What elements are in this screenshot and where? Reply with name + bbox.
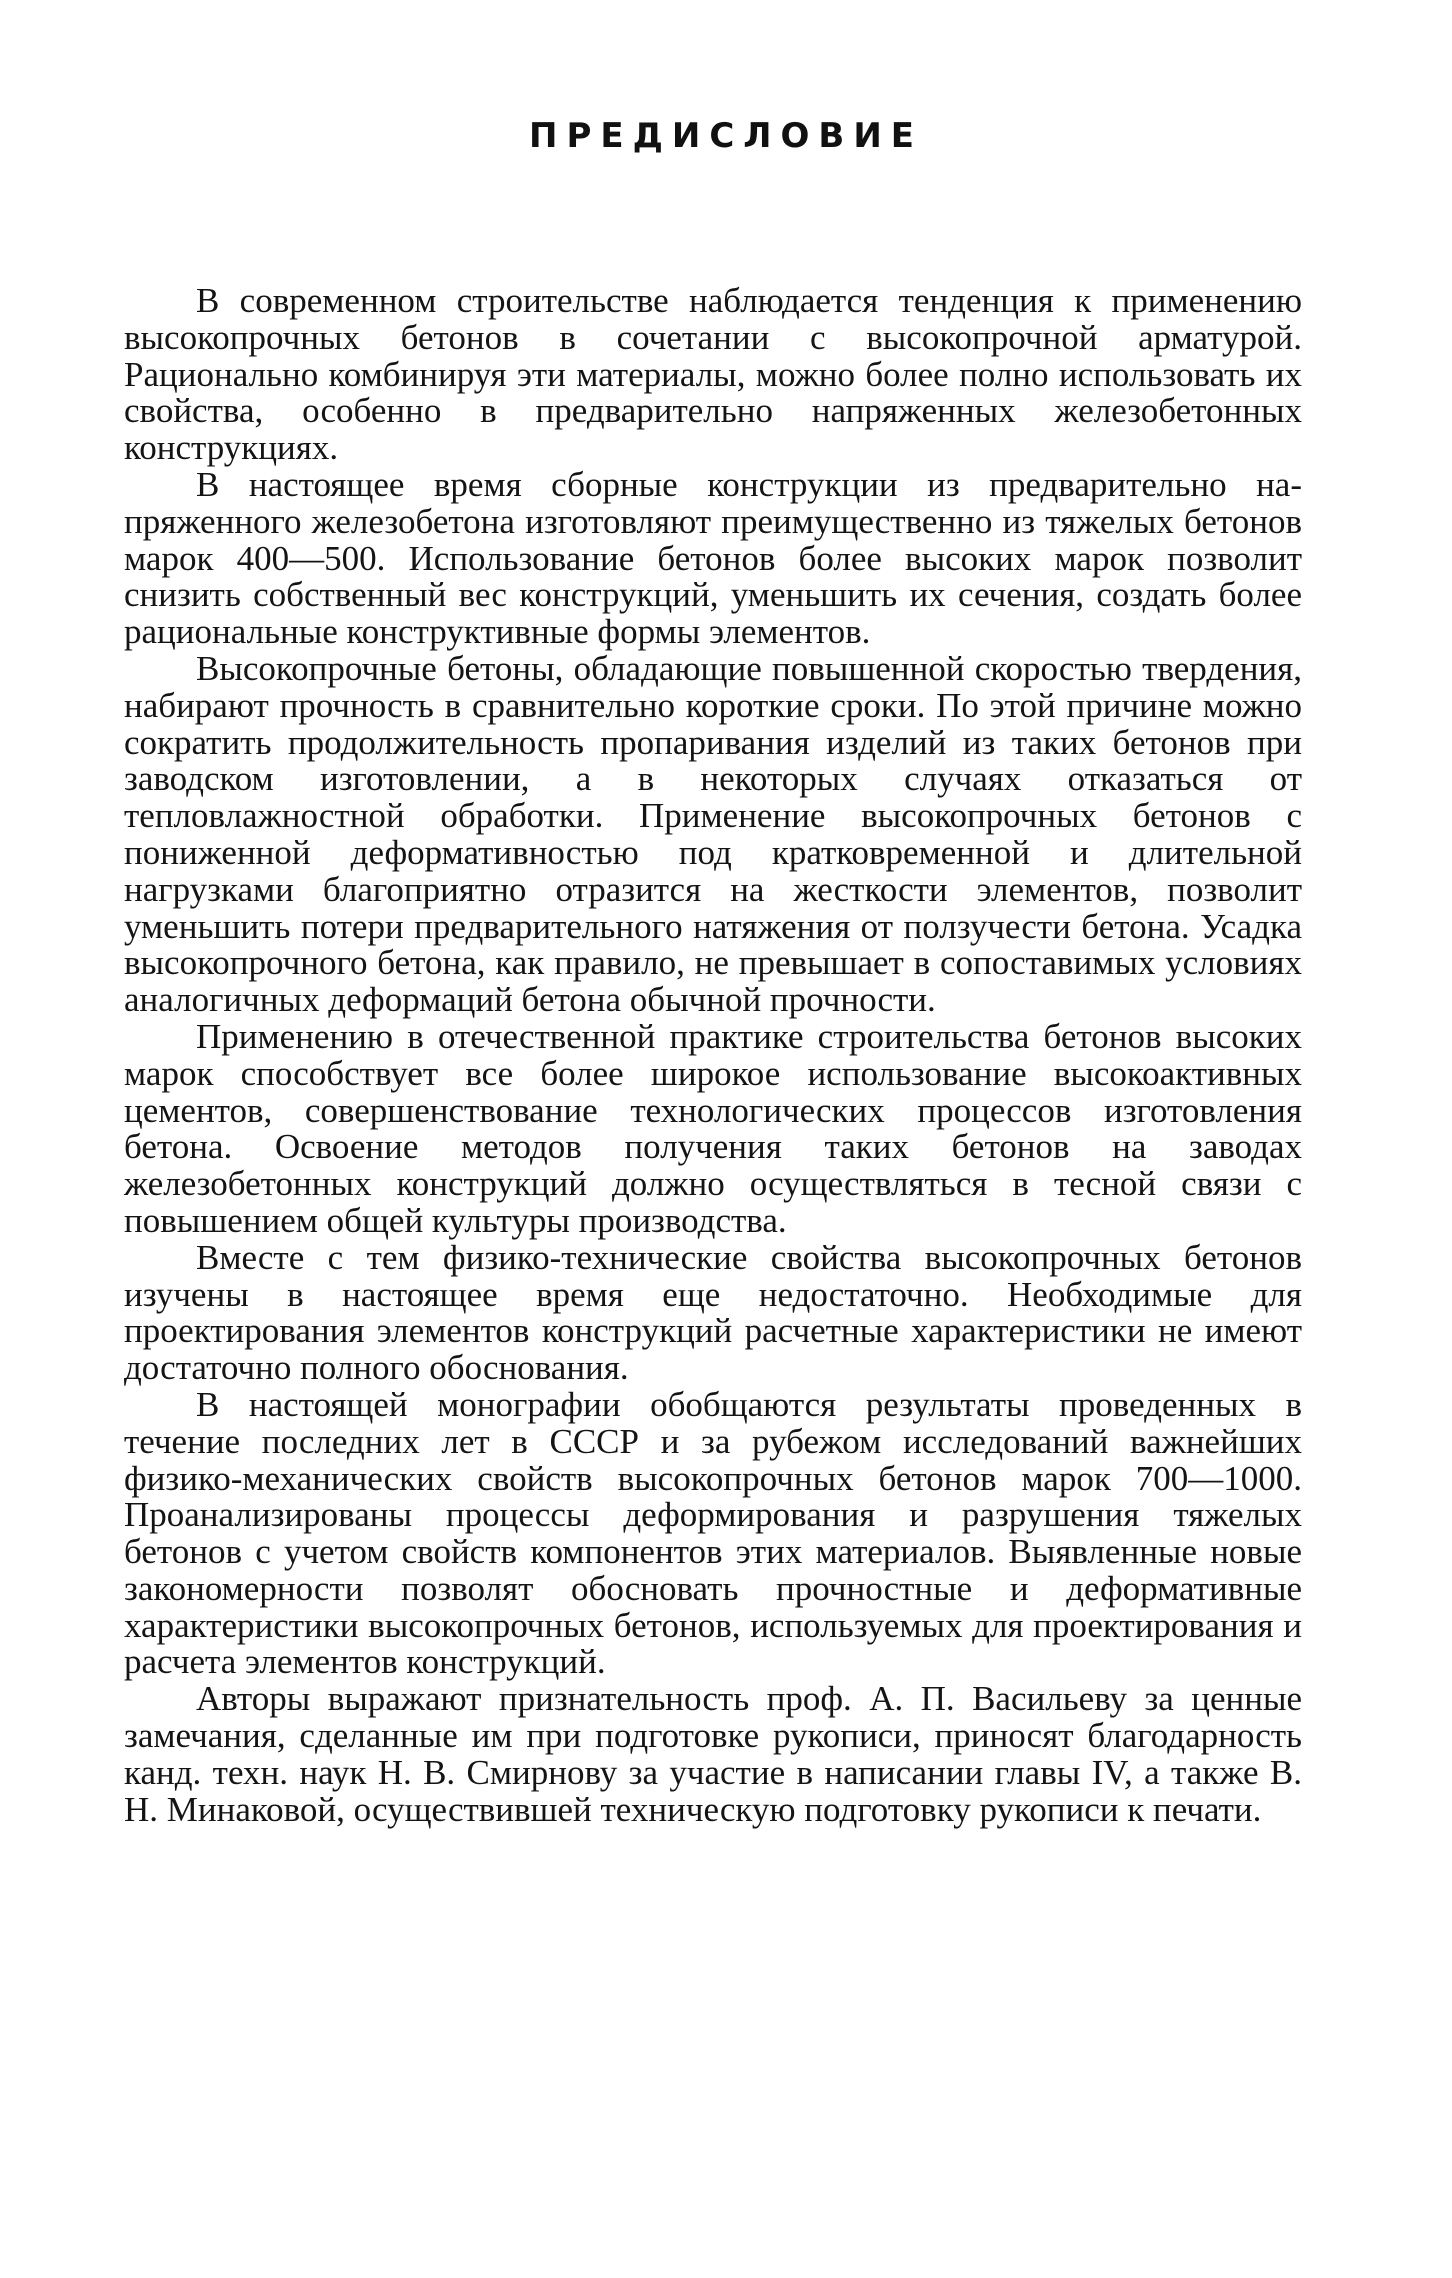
page-title: ПРЕДИСЛОВИЕ bbox=[528, 116, 924, 156]
paragraph: Высокопрочные бетоны, обладающие повышенной скоростью твердения, набирают прочность в сравнительно короткие сроки. По этой причине можно сократить продолжительность пропаривания изделий из таких бетонов при заводском изготовлении, а в некоторых случаях отказаться от тепловлажностной обработки. Применение высокопрочных бетонов с пониженной деформативностью под кратковременной и длительной нагрузками благоприятно отразится на жесткости элементов, позволит уменьшить потери предварительного натяжения от ползучести бетона. Усадка высокопрочного бетона, как правило, не превышает в сопоставимых условиях аналогичных деформаций бетона обычной прочности. bbox=[124, 648, 1302, 1020]
paragraph: В настоящей монографии обобщаются результаты проведенных в течение последних лет в СССР и за рубежом исследований важнейших физико-механических свойств высокопрочных бетонов марок 700—1000. Проанализированы процессы деформирования и разрушения тяжелых бетонов с учетом свойств компонентов этих материалов. Выявленные новые закономерности позволят обосновать прочностные и деформативные характеристики высокопрочных бетонов, используемых для проектирования и расчета элементов конструкций. bbox=[124, 1384, 1302, 1682]
preface-body bbox=[124, 283, 1302, 1828]
paragraph: Авторы выражают признательность проф. А. П. Васильеву за ценные замечания, сделанные им при подготовке рукописи, приносят благодарность канд. техн. наук Н. В. Смирнову за участие в написании главы IV, а также В. Н. Минаковой, осуществившей техническую подготовку рукописи к печати. bbox=[124, 1679, 1302, 1829]
paragraph: В современном строительстве наблюдается тенденция к применению высокопрочных бетонов в сочетании с высокопрочной арматурой. Рационально комбинируя эти материалы, можно более полно использовать их свойства, особенно в предварительно напряженных железобетонных конструкциях. bbox=[124, 281, 1302, 468]
paragraph: Применению в отечественной практике строительства бетонов высоких марок способствует все более широкое использование высокоактивных цементов, совершенствование технологических процессов изготовления бетона. Освоение методов получения таких бетонов на заводах железобетонных конструкций должно осуществляться в тесной связи с повышением общей культуры производства. bbox=[124, 1016, 1302, 1240]
paragraph: Вместе с тем физико-технические свойства высокопрочных бетонов изучены в настоящее время еще недостаточно. Необходимые для проектирования элементов конструкций расчетные характеристики не имеют достаточно полного обоснования. bbox=[124, 1237, 1302, 1388]
paragraph: В настоящее время сборные конструкции из предварительно напряженного железобетона изготовляют преимущественно из тяжелых бетонов марок 400—500. Использование бетонов более высоких марок позволит снизить собственный вес конструкций, уменьшить их сечения, создать более рациональные конструктивные формы элементов. bbox=[124, 464, 1302, 652]
